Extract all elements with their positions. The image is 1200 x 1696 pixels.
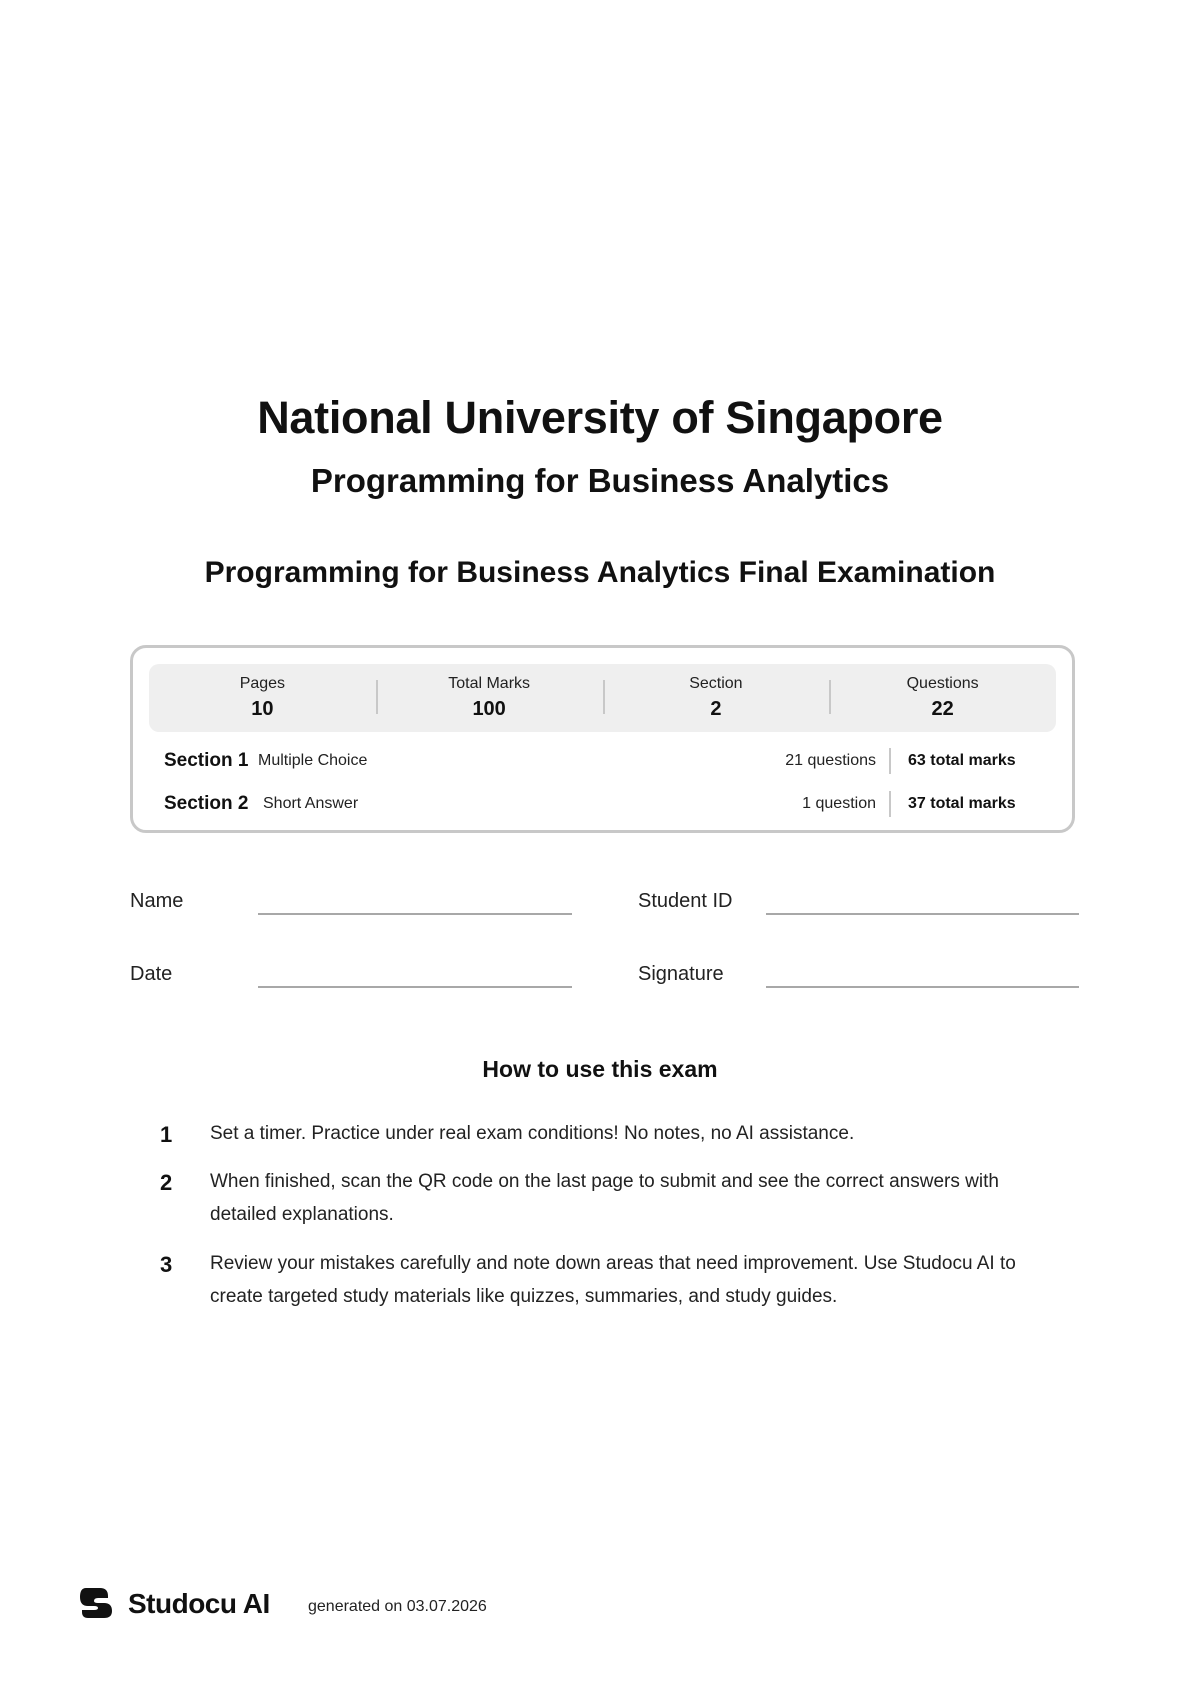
step-text: Review your mistakes carefully and note down areas that need improvement. Use Studocu AI to create targeted study materials like quizzes, summaries, and study guides.: [210, 1253, 1016, 1307]
step-number: 3: [160, 1252, 173, 1277]
name-label: Name: [130, 890, 184, 912]
signature-label: Signature: [638, 963, 724, 985]
section-divider: [889, 748, 891, 774]
exam-stats-bar: [149, 664, 1056, 732]
section-type: Multiple Choice: [258, 752, 368, 769]
student-id-field-line[interactable]: [766, 913, 1079, 915]
section-marks: 37 total marks: [908, 795, 1016, 812]
stat-value: 10: [251, 698, 274, 720]
step-number: 2: [160, 1170, 173, 1195]
section-question-count: 1 question: [802, 795, 876, 812]
stat-label: Section: [689, 675, 743, 692]
step-number: 1: [160, 1122, 173, 1147]
stat-section: [603, 674, 830, 722]
course-title: Programming for Business Analytics: [310, 462, 890, 499]
stat-value: 2: [710, 698, 722, 720]
step-text: Set a timer. Practice under real exam conditions! No notes, no AI assistance.: [210, 1123, 855, 1144]
section-name: Section 1: [164, 750, 249, 771]
step-text: When finished, scan the QR code on the last page to submit and see the correct answers with detailed explanations.: [210, 1171, 999, 1225]
section-question-count: 21 questions: [785, 752, 876, 769]
stat-pages: [149, 674, 376, 722]
generated-date: generated on 03.07.2026: [308, 1598, 487, 1615]
date-label: Date: [130, 963, 173, 985]
section-type: Short Answer: [263, 795, 359, 812]
date-field-line[interactable]: [258, 986, 572, 988]
how-to-use-title: How to use this exam: [482, 1056, 718, 1082]
stat-label: Questions: [906, 675, 979, 692]
university-title: National University of Singapore: [257, 392, 943, 443]
stat-label: Total Marks: [448, 675, 531, 692]
stat-questions: [829, 674, 1056, 722]
stat-value: 100: [472, 698, 506, 720]
signature-field-line[interactable]: [766, 986, 1079, 988]
student-id-label: Student ID: [638, 890, 733, 912]
studocu-brand: Studocu AI: [128, 1588, 270, 1619]
name-field-line[interactable]: [258, 913, 572, 915]
stat-total-marks: [376, 674, 603, 722]
studocu-logo-icon: [78, 1584, 114, 1620]
stat-value: 22: [931, 698, 954, 720]
exam-title: Programming for Business Analytics Final Examination: [204, 556, 996, 589]
section-name: Section 2: [164, 793, 249, 814]
section-row-2: [164, 791, 1044, 819]
stat-label: Pages: [239, 675, 286, 692]
section-divider: [889, 791, 891, 817]
exam-info-card: [130, 645, 1075, 833]
section-row-1: [164, 748, 1044, 776]
section-marks: 63 total marks: [908, 752, 1016, 769]
